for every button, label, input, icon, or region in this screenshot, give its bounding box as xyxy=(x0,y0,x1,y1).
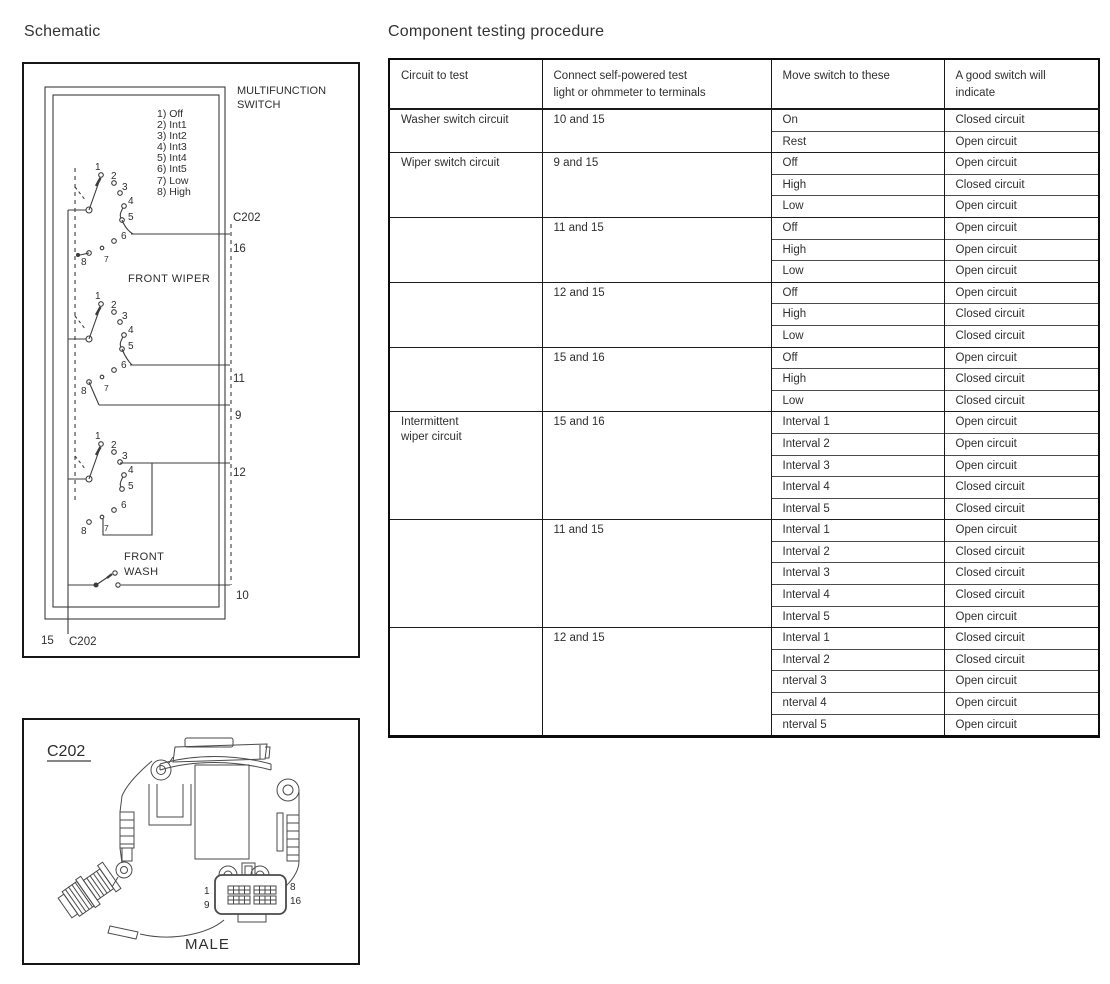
terminals-cell: 15 and 16 xyxy=(542,347,771,412)
circuit-cell xyxy=(389,217,542,282)
wafer-contact-number: 3 xyxy=(122,311,128,322)
switch-position-cell: High xyxy=(771,174,944,196)
result-cell: Closed circuit xyxy=(944,390,1099,412)
result-cell: Closed circuit xyxy=(944,325,1099,347)
wafer-contact xyxy=(100,246,104,250)
wafer-contact-number: 3 xyxy=(122,451,128,462)
pin-11-label: 11 xyxy=(233,373,245,385)
wafer-contact-number: 8 xyxy=(81,257,87,268)
switch-stalk xyxy=(55,861,121,922)
circuit-cell: Washer switch circuit xyxy=(389,109,542,153)
switch-position-cell: Interval 1 xyxy=(771,628,944,650)
front-wiper-wafer-b xyxy=(68,431,134,537)
circuit-cell xyxy=(389,347,542,412)
result-cell: Closed circuit xyxy=(944,498,1099,520)
result-cell: Open circuit xyxy=(944,239,1099,261)
result-cell: Closed circuit xyxy=(944,541,1099,563)
wafer-contact-number: 4 xyxy=(128,325,134,336)
wafer-contact xyxy=(100,515,104,519)
table-row xyxy=(389,412,1099,434)
switch-position-cell: Rest xyxy=(771,131,944,153)
wafer-contact xyxy=(87,520,92,525)
wafer-linkage-dash xyxy=(75,187,86,201)
switch-position-cell: Interval 5 xyxy=(771,498,944,520)
switch-position-cell: nterval 4 xyxy=(771,693,944,715)
position-legend-1: 1) Off xyxy=(157,108,184,120)
latch-left xyxy=(219,866,237,875)
multifunction-label-line2: SWITCH xyxy=(237,99,281,111)
wafer-linkage-dash xyxy=(75,316,86,330)
multifunction-switch-schematic xyxy=(24,64,358,656)
result-cell: Open circuit xyxy=(944,520,1099,542)
connector-c202-label: C202 xyxy=(233,212,261,224)
result-cell: Closed circuit xyxy=(944,174,1099,196)
wire-9-lead xyxy=(89,382,99,405)
position-legend-3: 3) Int2 xyxy=(157,130,187,142)
connector-pin-16-label: 16 xyxy=(290,896,302,907)
switch-position-cell: Interval 4 xyxy=(771,477,944,499)
wash-contact-open xyxy=(113,571,117,575)
result-cell: Closed circuit xyxy=(944,109,1099,131)
switch-position-cell: Interval 3 xyxy=(771,455,944,477)
result-cell: Open circuit xyxy=(944,131,1099,153)
pin-16-label: 16 xyxy=(233,243,246,255)
wafer-contact xyxy=(112,239,117,244)
header-row xyxy=(389,59,1099,109)
c202-connector-panel xyxy=(22,718,360,965)
result-cell: Open circuit xyxy=(944,196,1099,218)
front-wash-label-line2: WASH xyxy=(124,566,159,578)
circuit-cell xyxy=(389,628,542,737)
switch-position-cell: nterval 3 xyxy=(771,671,944,693)
table-row xyxy=(389,628,1099,650)
table-row xyxy=(389,109,1099,131)
pin-10-label: 10 xyxy=(236,590,249,602)
schematic-section-title: Schematic xyxy=(24,23,101,40)
wafer-contact xyxy=(99,302,104,307)
c202-connector-drawing xyxy=(24,720,358,963)
wafer-contact xyxy=(99,173,104,178)
switch-position-cell: Interval 2 xyxy=(771,649,944,671)
switch-position-cell: High xyxy=(771,304,944,326)
wafer-contact-number: 5 xyxy=(128,481,134,492)
position-legend-8: 8) High xyxy=(157,186,191,198)
housing-right-edge xyxy=(286,790,299,886)
wash-contact xyxy=(116,583,120,587)
switch-position-cell: Interval 1 xyxy=(771,412,944,434)
wafer-contact xyxy=(122,473,127,478)
table-row xyxy=(389,282,1099,304)
wafer-contact-number: 1 xyxy=(95,431,101,442)
wafer-contact-number: 5 xyxy=(128,212,134,223)
terminals-cell: 12 and 15 xyxy=(542,628,771,737)
boss-bottom-left xyxy=(116,862,132,878)
front-wiper-wafer-a xyxy=(68,291,134,397)
terminals-cell: 10 and 15 xyxy=(542,109,771,153)
wafer-contact-number: 6 xyxy=(121,360,127,371)
wafer-contact-number: 1 xyxy=(95,291,101,302)
wafer-contact-number: 2 xyxy=(111,440,117,451)
terminals-cell: 15 and 16 xyxy=(542,412,771,520)
central-block xyxy=(195,765,249,859)
position-legend-7: 7) Low xyxy=(157,175,189,187)
wafer-contact-number: 4 xyxy=(128,465,134,476)
result-cell: Closed circuit xyxy=(944,649,1099,671)
connector-bottom-tab xyxy=(238,914,266,922)
terminals-cell: 12 and 15 xyxy=(542,282,771,347)
wafer-contact-number: 7 xyxy=(104,523,109,533)
table-body xyxy=(389,109,1099,737)
switch-position-cell: Low xyxy=(771,325,944,347)
wafer-contact-number: 6 xyxy=(121,500,127,511)
wafer-contact-number: 7 xyxy=(104,383,109,393)
connector-pin-9-label: 9 xyxy=(204,900,210,911)
position-legend-2: 2) Int1 xyxy=(157,119,187,131)
wafer1-contact8-dot xyxy=(77,254,80,257)
circuit-cell: Intermittent wiper circuit xyxy=(389,412,542,520)
wafer-contact xyxy=(112,508,117,513)
wafer-contact xyxy=(99,442,104,447)
switch-position-cell: Interval 2 xyxy=(771,541,944,563)
pin-cavities xyxy=(228,886,276,904)
terminals-cell: 11 and 15 xyxy=(542,217,771,282)
right-bracket-inner xyxy=(277,813,283,851)
procedure-section-title: Component testing procedure xyxy=(388,23,605,40)
result-cell: Closed circuit xyxy=(944,304,1099,326)
header-cell: A good switch will indicate xyxy=(944,59,1099,109)
switch-position-cell: Off xyxy=(771,153,944,175)
table-row xyxy=(389,520,1099,542)
switch-outline-outer xyxy=(45,87,225,619)
position-legend-5: 5) Int4 xyxy=(157,152,187,164)
bottom-c202-label: C202 xyxy=(69,636,97,648)
switch-position-cell: High xyxy=(771,239,944,261)
wiper-interval-wafer xyxy=(68,162,134,268)
result-cell: Closed circuit xyxy=(944,477,1099,499)
result-cell: Open circuit xyxy=(944,261,1099,283)
result-cell: Open circuit xyxy=(944,671,1099,693)
switch-position-cell: Interval 3 xyxy=(771,563,944,585)
stalk-tab xyxy=(108,926,138,939)
switch-position-cell: Interval 2 xyxy=(771,433,944,455)
result-cell: Closed circuit xyxy=(944,563,1099,585)
result-cell: Open circuit xyxy=(944,693,1099,715)
result-cell: Open circuit xyxy=(944,606,1099,628)
result-cell: Closed circuit xyxy=(944,369,1099,391)
connector-pin-1-label: 1 xyxy=(204,886,210,897)
latch-right xyxy=(251,866,269,875)
result-cell: Closed circuit xyxy=(944,585,1099,607)
circuit-cell xyxy=(389,520,542,628)
wash-arm-arrow xyxy=(107,574,112,578)
switch-position-cell: nterval 5 xyxy=(771,714,944,737)
position-legend-4: 4) Int3 xyxy=(157,141,187,153)
wafer-contact-number: 2 xyxy=(111,300,117,311)
pin-15-label: 15 xyxy=(41,635,54,647)
result-cell: Open circuit xyxy=(944,455,1099,477)
switch-position-cell: Interval 1 xyxy=(771,520,944,542)
circuit-cell xyxy=(389,282,542,347)
front-wiper-label: FRONT WIPER xyxy=(128,273,211,285)
wafer-contact xyxy=(122,204,127,209)
result-cell: Open circuit xyxy=(944,714,1099,737)
result-cell: Open circuit xyxy=(944,433,1099,455)
switch-position-cell: Off xyxy=(771,282,944,304)
wafer-contact-number: 4 xyxy=(128,196,134,207)
housing-band-lower xyxy=(160,763,271,771)
boss-top-right xyxy=(277,779,299,801)
terminals-cell: 11 and 15 xyxy=(542,520,771,628)
schematic-panel xyxy=(22,62,360,658)
switch-position-cell: Low xyxy=(771,390,944,412)
switch-position-cell: Off xyxy=(771,217,944,239)
header-cell: Circuit to test xyxy=(389,59,542,109)
housing-left-edge xyxy=(120,761,152,812)
wafer-contact xyxy=(120,487,125,492)
housing-bottom-sweep xyxy=(140,920,224,937)
wafer-contact-number: 1 xyxy=(95,162,101,173)
component-testing-table xyxy=(388,58,1100,738)
wafer-linkage-dash xyxy=(75,456,86,470)
header-cell: Move switch to these xyxy=(771,59,944,109)
wafer-contact-number: 8 xyxy=(81,386,87,397)
pin-9-label: 9 xyxy=(235,410,242,422)
position-legend-6: 6) Int5 xyxy=(157,163,187,175)
result-cell: Open circuit xyxy=(944,153,1099,175)
result-cell: Open circuit xyxy=(944,282,1099,304)
wafer-contact xyxy=(122,333,127,338)
wafer-contact-number: 3 xyxy=(122,182,128,193)
result-cell: Open circuit xyxy=(944,412,1099,434)
pin-12-label: 12 xyxy=(233,467,246,479)
switch-position-cell: Low xyxy=(771,196,944,218)
connector-gender-label: MALE xyxy=(185,936,230,953)
wafer-contact-number: 2 xyxy=(111,171,117,182)
header-cell: Connect self-powered test light or ohmmeter to terminals xyxy=(542,59,771,109)
connector-pin-8-label: 8 xyxy=(290,882,296,893)
wafer-contact-number: 7 xyxy=(104,254,109,264)
result-cell: Open circuit xyxy=(944,217,1099,239)
switch-position-cell: On xyxy=(771,109,944,131)
table-row xyxy=(389,347,1099,369)
switch-position-cell: Interval 5 xyxy=(771,606,944,628)
switch-position-cell: Low xyxy=(771,261,944,283)
wafer-contact-number: 5 xyxy=(128,341,134,352)
table-row xyxy=(389,217,1099,239)
switch-outline-inner xyxy=(53,95,219,607)
result-cell: Open circuit xyxy=(944,347,1099,369)
terminals-cell: 9 and 15 xyxy=(542,153,771,218)
u-cutout xyxy=(149,784,191,825)
wafer-contact-number: 8 xyxy=(81,526,87,537)
wafer-contact-number: 6 xyxy=(121,231,127,242)
table-row xyxy=(389,153,1099,175)
switch-position-cell: Off xyxy=(771,347,944,369)
wafer-contact xyxy=(100,375,104,379)
result-cell: Closed circuit xyxy=(944,628,1099,650)
wafer-contact xyxy=(112,368,117,373)
connector-view-label: C202 xyxy=(47,743,86,760)
left-bracket xyxy=(120,812,134,848)
front-wash-label-line1: FRONT xyxy=(124,551,165,563)
switch-position-cell: Interval 4 xyxy=(771,585,944,607)
table-header xyxy=(389,59,1099,109)
circuit-cell: Wiper switch circuit xyxy=(389,153,542,218)
switch-position-cell: High xyxy=(771,369,944,391)
multifunction-label-line1: MULTIFUNCTION xyxy=(237,85,327,97)
right-bracket-outer xyxy=(287,815,299,861)
